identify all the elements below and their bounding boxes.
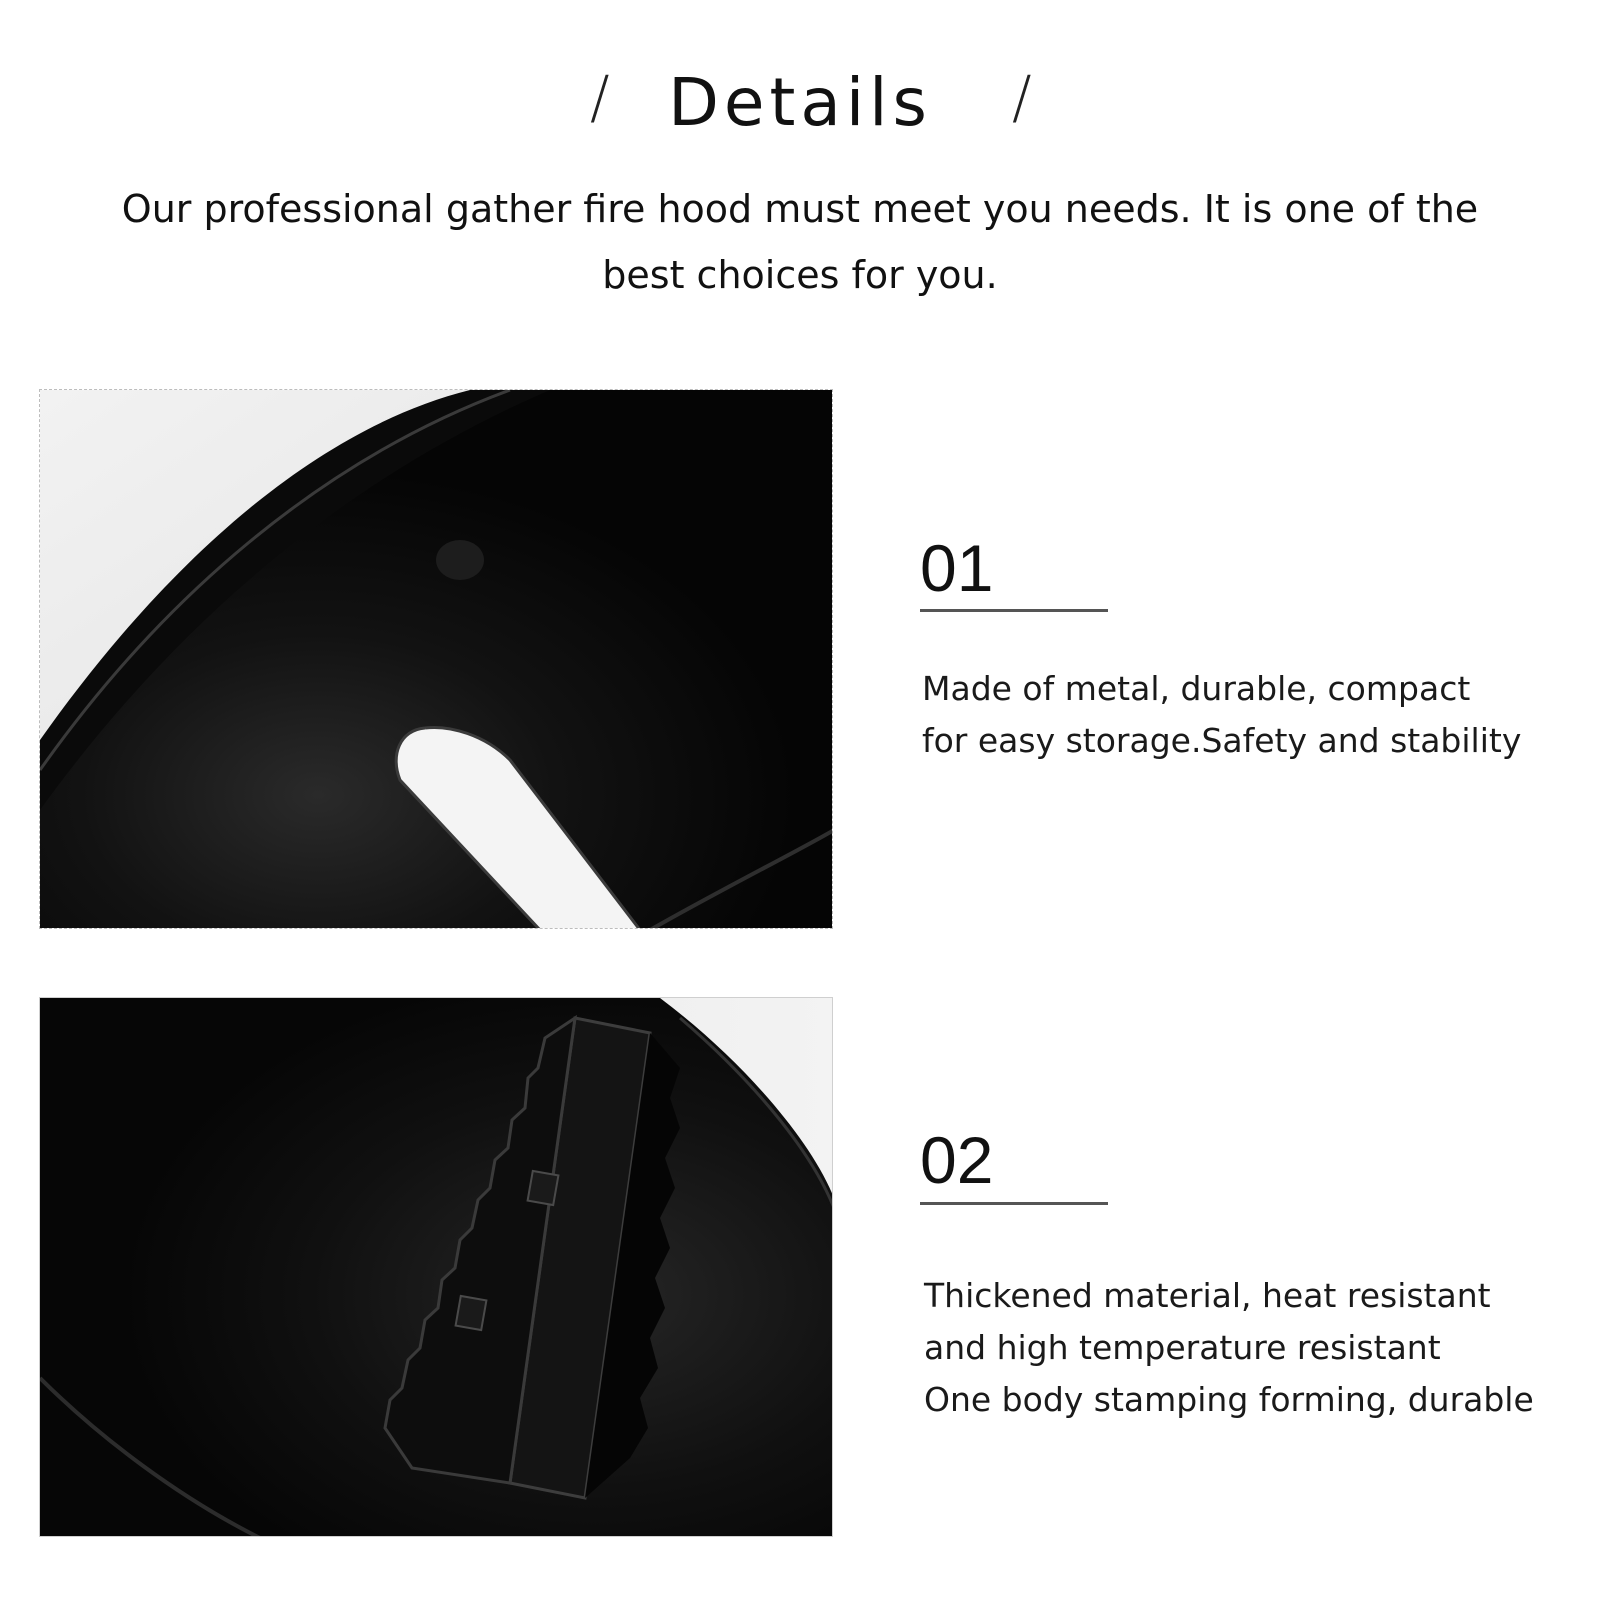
feature-divider-02	[920, 1202, 1108, 1205]
page-title: Details	[668, 64, 932, 141]
feature-02-line-2: and high temperature resistant	[924, 1328, 1441, 1367]
feature-number-02: 02	[920, 1123, 994, 1197]
feature-number-01: 01	[920, 531, 994, 605]
title-slash-right: /	[1012, 63, 1032, 131]
feature-01-line-1: Made of metal, durable, compact	[922, 669, 1471, 708]
feature-description-02	[924, 1270, 1534, 1426]
product-photo-slot-detail	[39, 389, 833, 929]
product-photo-bracket-detail	[39, 997, 833, 1537]
page-subtitle: Our professional gather fire hood must meet you needs. It is one of the best choices for you.	[121, 187, 1479, 297]
title-slash-left: /	[590, 63, 610, 131]
feature-divider-01	[920, 609, 1108, 612]
feature-02-line-3: One body stamping forming, durable	[924, 1380, 1534, 1419]
feature-01-line-2: for easy storage.Safety and stability	[922, 721, 1522, 760]
feature-02-line-1: Thickened material, heat resistant	[924, 1276, 1491, 1315]
feature-description-01	[922, 663, 1521, 767]
